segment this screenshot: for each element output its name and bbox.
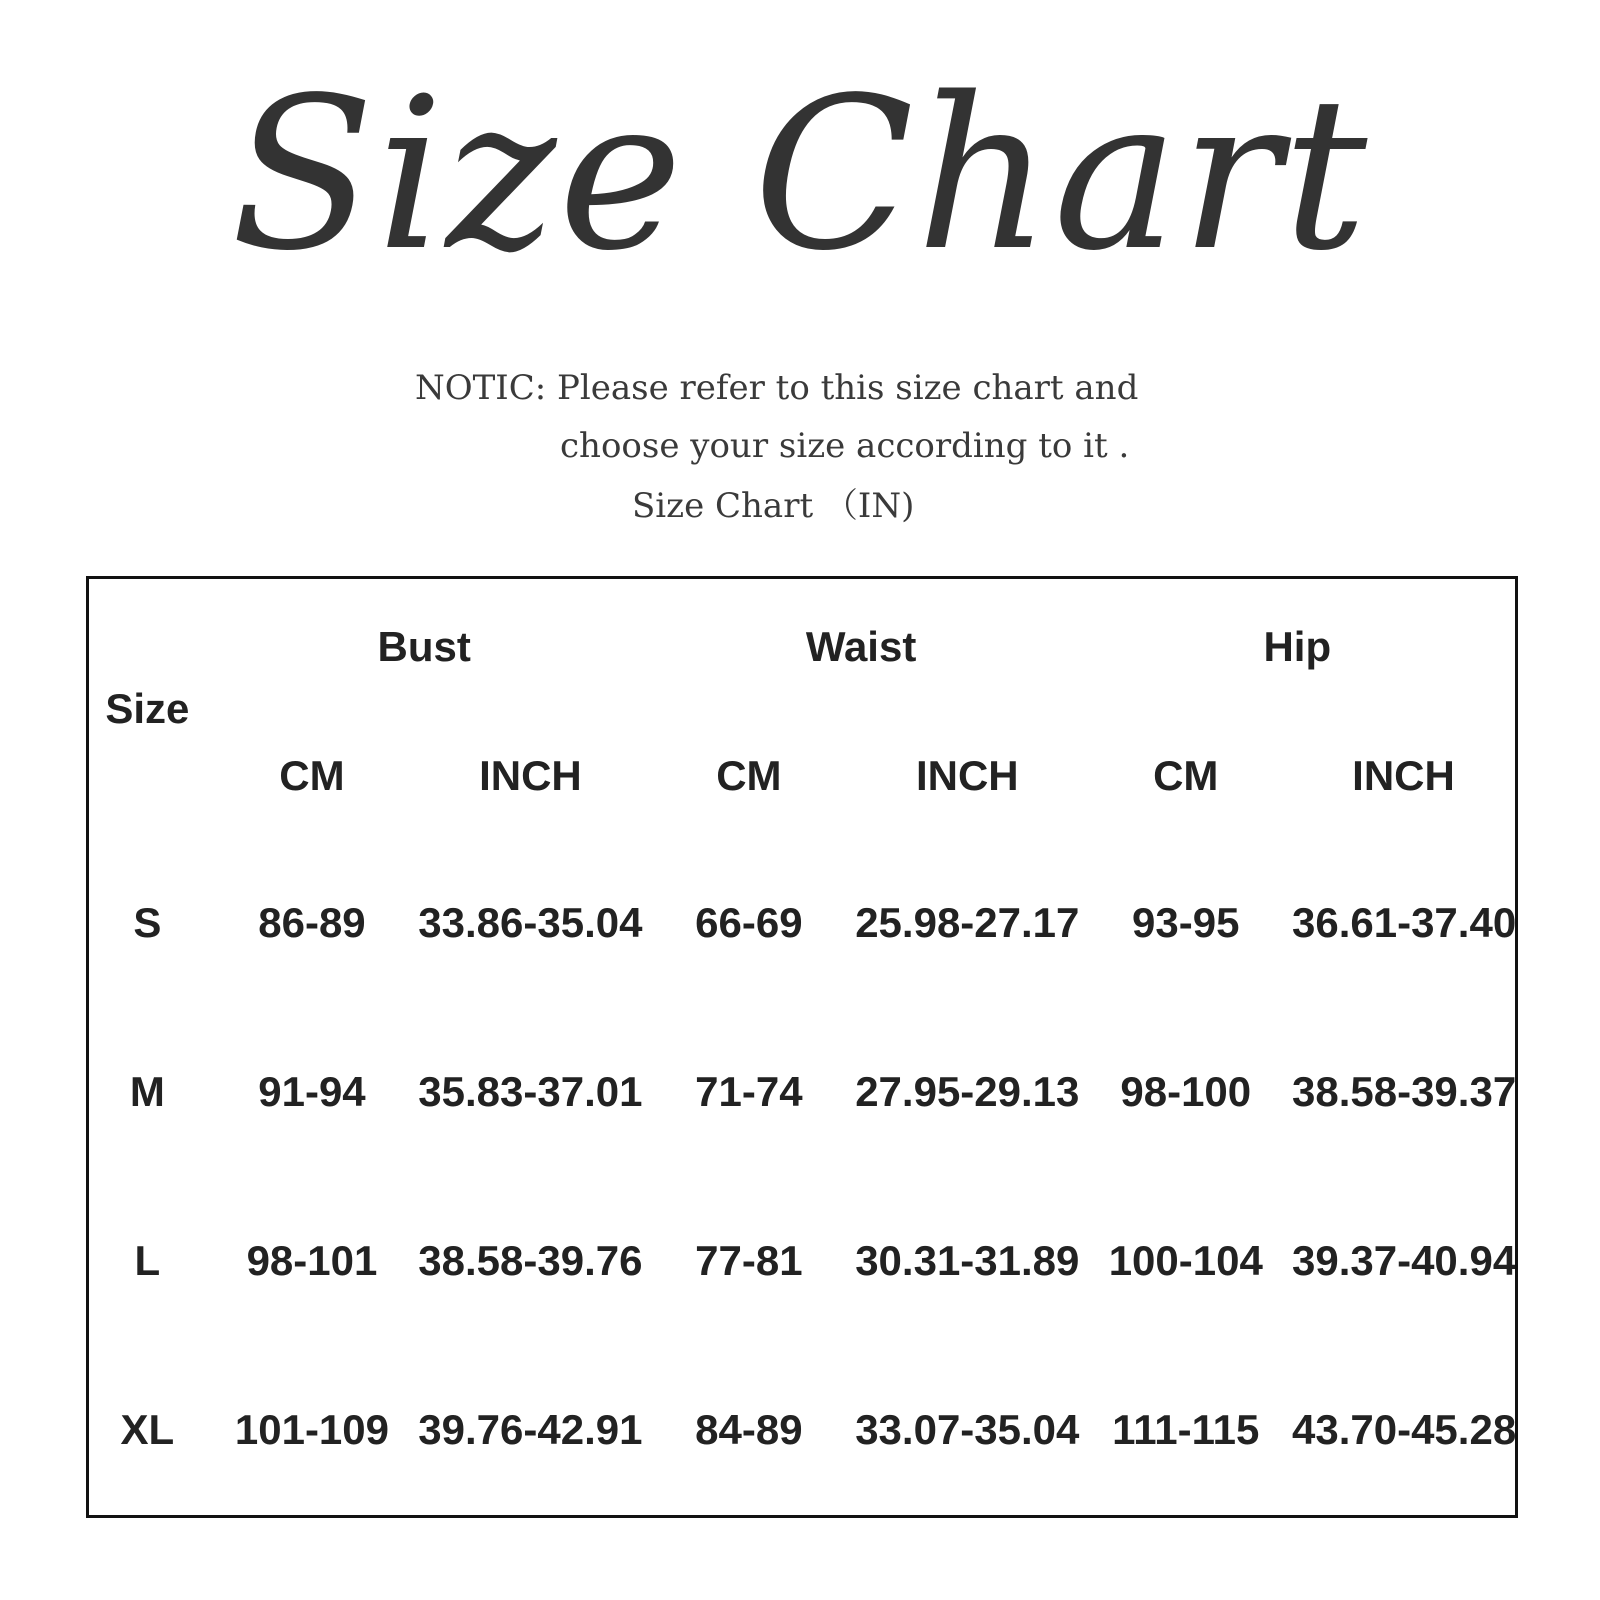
table-unit-header-row <box>88 715 1517 838</box>
waist-cm-cell: 66-69 <box>695 898 803 946</box>
bust-cm-cell: 101-109 <box>234 1406 390 1454</box>
waist-cm-cell: 84-89 <box>695 1406 803 1454</box>
waist-inch-cell: 33.07-35.04 <box>855 1406 1080 1454</box>
bust-header: Bust <box>377 622 471 670</box>
hip-inch-cell: 36.61-37.40 <box>1291 898 1517 946</box>
size-label: XL <box>120 1406 175 1454</box>
bust-cm-header: CM <box>279 752 345 800</box>
bust-inch-cell: 38.58-39.76 <box>418 1237 643 1285</box>
table-row <box>88 838 1517 1007</box>
notice-line-1: NOTIC: Please refer to this size chart and <box>415 368 1139 408</box>
bust-inch-header: INCH <box>479 752 582 800</box>
size-label: L <box>134 1237 161 1285</box>
hip-inch-cell: 39.37-40.94 <box>1291 1237 1517 1285</box>
size-table <box>86 576 1518 1518</box>
table-row <box>88 1177 1517 1346</box>
hip-cm-cell: 100-104 <box>1108 1237 1263 1285</box>
size-label: M <box>129 1067 165 1115</box>
waist-cm-cell: 77-81 <box>695 1237 803 1285</box>
hip-cm-header: CM <box>1153 752 1219 800</box>
bust-inch-cell: 39.76-42.91 <box>418 1406 643 1454</box>
table-row <box>88 1346 1517 1517</box>
waist-inch-cell: 25.98-27.17 <box>855 898 1080 946</box>
table-group-header-row <box>88 578 1517 715</box>
waist-inch-cell: 30.31-31.89 <box>855 1237 1080 1285</box>
hip-header: Hip <box>1263 622 1332 670</box>
bust-cm-cell: 91-94 <box>258 1067 366 1115</box>
notice-line-3: Size Chart （IN) <box>632 486 915 526</box>
notice-line-2: choose your size according to it . <box>560 426 1130 466</box>
hip-cm-cell: 111-115 <box>1112 1406 1260 1454</box>
bust-inch-cell: 33.86-35.04 <box>418 898 643 946</box>
table-row <box>88 1007 1517 1176</box>
waist-inch-cell: 27.95-29.13 <box>855 1067 1080 1115</box>
size-label: S <box>133 898 162 946</box>
waist-cm-header: CM <box>716 752 782 800</box>
bust-cm-cell: 98-101 <box>246 1237 378 1285</box>
waist-header: Waist <box>805 622 917 670</box>
hip-inch-cell: 38.58-39.37 <box>1291 1067 1517 1115</box>
hip-cm-cell: 93-95 <box>1132 898 1240 946</box>
bust-cm-cell: 86-89 <box>258 898 366 946</box>
waist-cm-cell: 71-74 <box>695 1067 803 1115</box>
bust-inch-cell: 35.83-37.01 <box>418 1067 643 1115</box>
waist-inch-header: INCH <box>915 752 1019 800</box>
hip-cm-cell: 98-100 <box>1120 1067 1252 1115</box>
hip-inch-cell: 43.70-45.28 <box>1291 1406 1517 1454</box>
page-title: Size Chart <box>230 52 1370 297</box>
hip-inch-header: INCH <box>1352 752 1455 800</box>
size-column-header: Size <box>105 684 190 732</box>
